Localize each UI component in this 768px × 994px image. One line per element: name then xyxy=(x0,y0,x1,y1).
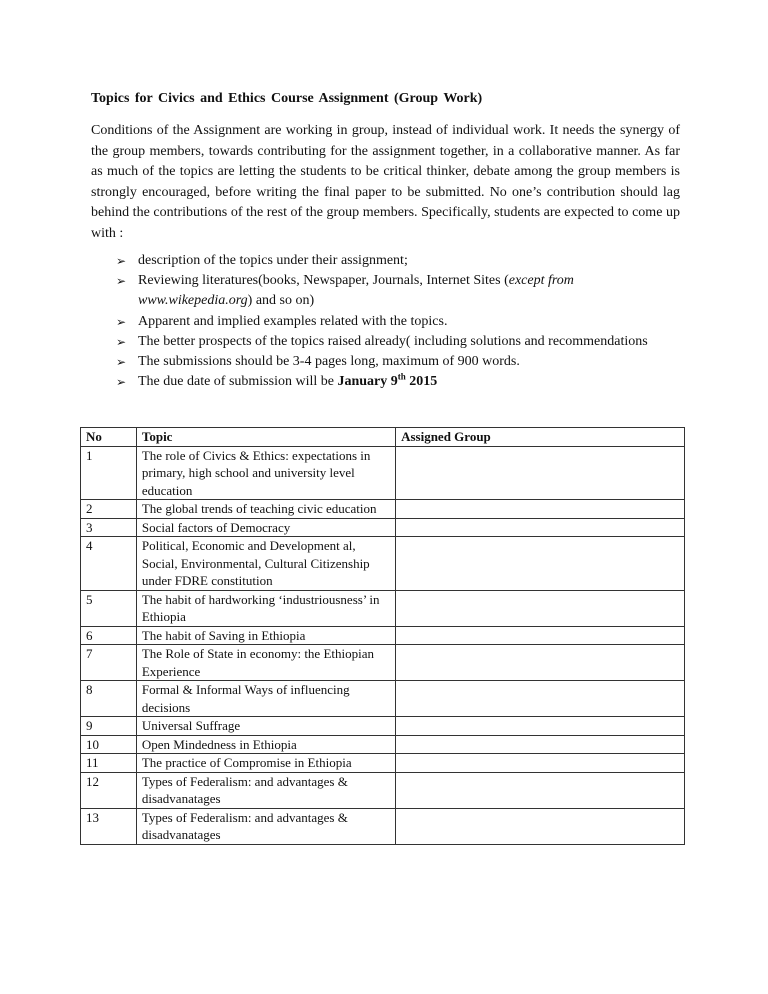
row-number: 4 xyxy=(81,537,137,591)
row-assigned-group[interactable] xyxy=(396,808,685,844)
row-topic: The habit of Saving in Ethiopia xyxy=(136,626,395,645)
list-item: ➢ description of the topics under their assignment; xyxy=(116,251,676,271)
table-row xyxy=(81,518,685,537)
table-row xyxy=(81,735,685,754)
row-assigned-group[interactable] xyxy=(396,754,685,773)
row-number: 9 xyxy=(81,717,137,736)
row-topic: The habit of hardworking ‘industriousness’ in Ethiopia xyxy=(136,590,395,626)
arrow-bullet-icon: ➢ xyxy=(116,254,127,268)
arrow-bullet-icon: ➢ xyxy=(116,314,127,329)
table-row xyxy=(81,590,685,626)
table-row xyxy=(81,446,685,500)
row-assigned-group[interactable] xyxy=(396,590,685,626)
excluded-site: except from www.wikepedia.org xyxy=(138,273,574,309)
table-row xyxy=(81,754,685,773)
row-topic: Formal & Informal Ways of influencing decisions xyxy=(136,681,395,717)
list-item: ➢ The submissions should be 3-4 pages long, maximum of 900 words. xyxy=(116,352,676,372)
row-topic: The Role of State in economy: the Ethiopian Experience xyxy=(136,645,395,681)
list-item: ➢ The due date of submission will be January 9th 2015 xyxy=(116,372,676,392)
table-row xyxy=(81,500,685,519)
list-item: ➢ Reviewing literatures(books, Newspaper, Journals, Internet Sites (except from www.wikepedia.org) and so on) xyxy=(116,273,574,309)
topics-table-body xyxy=(81,446,685,844)
row-topic: Social factors of Democracy xyxy=(136,518,395,537)
row-number: 2 xyxy=(81,500,137,519)
row-topic: Open Mindedness in Ethiopia xyxy=(136,735,395,754)
row-topic: Types of Federalism: and advantages & disadvanatages xyxy=(136,808,395,844)
row-number: 11 xyxy=(81,754,137,773)
table-row xyxy=(81,808,685,844)
row-assigned-group[interactable] xyxy=(396,518,685,537)
table-row xyxy=(81,717,685,736)
row-assigned-group[interactable] xyxy=(396,681,685,717)
header-no: No xyxy=(81,428,137,447)
arrow-bullet-icon: ➢ xyxy=(116,274,127,289)
table-row xyxy=(81,645,685,681)
intro-paragraph: Conditions of the Assignment are working in group, instead of individual work. It needs the synergy of the group members, towards contributing for the assignment together, in a collaborative manner. As far as much of the topics are letting the students to be critical thinker, debate among the group members is strongly encouraged, before writing the final paper to be submitted. No one’s contribution should lag behind the contributions of the rest of the group members. Specifically, students are expected to come up with : xyxy=(91,123,680,241)
row-assigned-group[interactable] xyxy=(396,626,685,645)
row-number: 6 xyxy=(81,626,137,645)
topics-table xyxy=(80,427,685,845)
arrow-bullet-icon: ➢ xyxy=(116,375,127,390)
row-assigned-group[interactable] xyxy=(396,645,685,681)
row-assigned-group[interactable] xyxy=(396,717,685,736)
row-topic: Types of Federalism: and advantages & disadvanatages xyxy=(136,772,395,808)
row-topic: The practice of Compromise in Ethiopia xyxy=(136,754,395,773)
row-assigned-group[interactable] xyxy=(396,446,685,500)
header-assigned-group: Assigned Group xyxy=(396,428,685,447)
document-title: Topics for Civics and Ethics Course Assignment (Group Work) xyxy=(91,91,483,106)
table-row xyxy=(81,537,685,591)
row-assigned-group[interactable] xyxy=(396,772,685,808)
row-assigned-group[interactable] xyxy=(396,735,685,754)
row-topic: The role of Civics & Ethics: expectations in primary, high school and university level education xyxy=(136,446,395,500)
row-assigned-group[interactable] xyxy=(396,500,685,519)
row-assigned-group[interactable] xyxy=(396,537,685,591)
list-item: ➢ The better prospects of the topics raised already( including solutions and recommendations xyxy=(116,332,676,352)
table-row xyxy=(81,626,685,645)
row-number: 12 xyxy=(81,772,137,808)
row-number: 13 xyxy=(81,808,137,844)
requirements-list xyxy=(116,251,676,392)
arrow-bullet-icon: ➢ xyxy=(116,334,127,349)
list-item: ➢ Apparent and implied examples related with the topics. xyxy=(116,312,676,332)
due-date: January 9th 2015 xyxy=(337,371,438,390)
row-topic: Universal Suffrage xyxy=(136,717,395,736)
table-row xyxy=(81,681,685,717)
row-number: 3 xyxy=(81,518,137,537)
table-header-row xyxy=(81,428,685,447)
row-number: 10 xyxy=(81,735,137,754)
row-number: 8 xyxy=(81,681,137,717)
header-topic: Topic xyxy=(136,428,395,447)
row-number: 1 xyxy=(81,446,137,500)
row-topic: Political, Economic and Development al, Social, Environmental, Cultural Citizenship under FDRE constitution xyxy=(136,537,395,591)
row-topic: The global trends of teaching civic education xyxy=(136,500,395,519)
row-number: 7 xyxy=(81,645,137,681)
row-number: 5 xyxy=(81,590,137,626)
table-row xyxy=(81,772,685,808)
arrow-bullet-icon: ➢ xyxy=(116,355,127,370)
